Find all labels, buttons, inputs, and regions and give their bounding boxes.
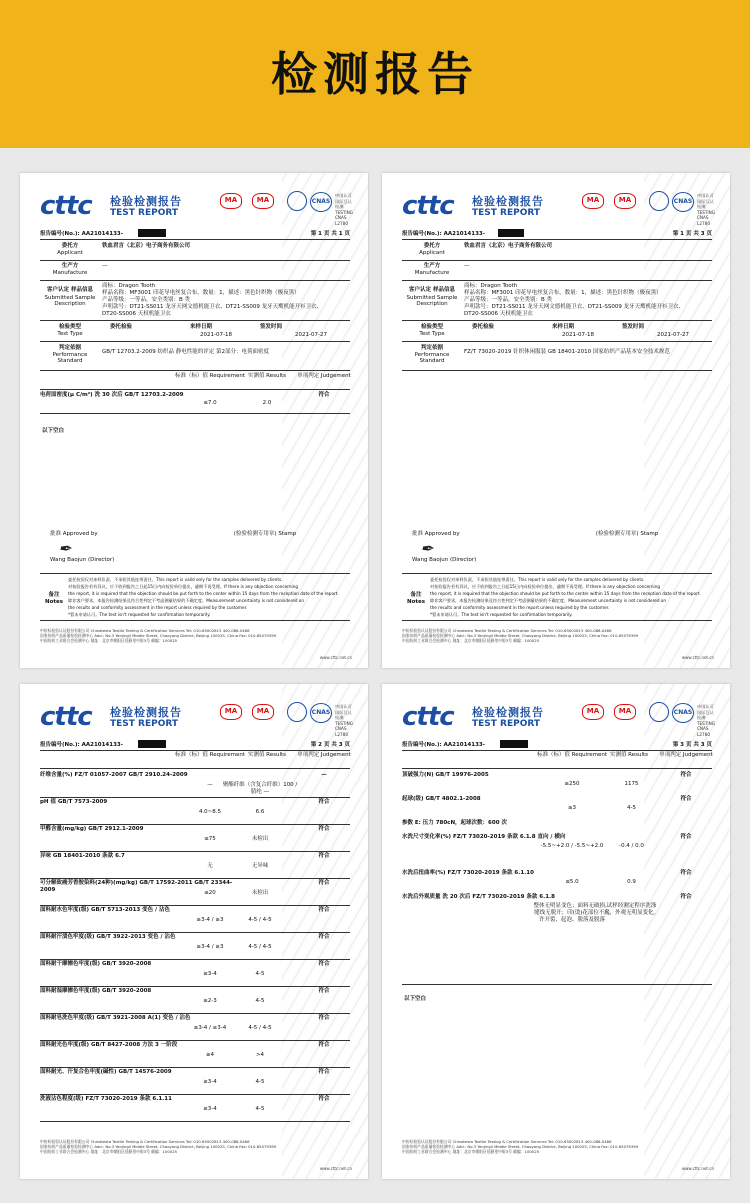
report-page-3	[20, 684, 368, 1179]
issued-value: 2021-07-27	[657, 332, 689, 338]
divider	[40, 797, 350, 798]
divider	[40, 1121, 350, 1122]
test-type-value: 委托检验	[110, 324, 133, 330]
standard-cn: 判定依据	[58, 345, 81, 351]
row-req: ≥3-4 / ≥3-4	[193, 1025, 227, 1031]
row-res: 6.6	[255, 809, 265, 815]
report-page-2	[382, 173, 730, 668]
manufacture-en: Manufacture	[52, 270, 88, 276]
row-judge: 符合	[318, 1042, 330, 1048]
divider	[40, 824, 350, 825]
footer-url: www.cttc.net.cn	[319, 655, 352, 660]
row-req: ≥250	[564, 781, 580, 787]
report-page-1	[20, 173, 368, 668]
footer-line: 中国纺织工业联合会检测中心 地址：北京市朝阳区延静里中街3号 邮编：100025	[402, 1149, 540, 1154]
ma-mark-2: MA	[252, 193, 274, 209]
divider	[40, 260, 350, 261]
cnas-icon: CNAS	[310, 703, 332, 723]
row-req: 无	[207, 863, 213, 869]
sample-line: 样品名称：MF3001 印花导电丝复合布，数量：1，描述：黑色针织物（极夜黑）	[102, 290, 300, 296]
row-item: 面料耐湿摩擦色牢度(级) GB/T 3920-2008	[40, 988, 152, 994]
row-item: 洗液沾色程度(级) FZ/T 73020-2019 条款 6.1.11	[40, 1096, 172, 1102]
applicant-value: 铁血君言（北京）电子商务有限公司	[464, 243, 553, 249]
row-item: 参数 E: 压力 780cN，起球次数：600 次	[402, 820, 507, 826]
issued-label: 签发时间	[260, 324, 283, 330]
footer	[402, 1139, 712, 1154]
report-header	[40, 191, 354, 226]
note-line: the report, it is required that the objection should be put forth to the center within 15 days from the reception date of the report.	[430, 591, 701, 596]
col-judgement: 单项判定 Judgement	[297, 373, 351, 379]
ma-mark-1: MA	[582, 193, 604, 209]
divider	[40, 389, 350, 390]
row-item: 水洗后扭曲率(%) FZ/T 73020-2019 条款 6.1.10	[402, 870, 534, 876]
sample-line: 商标：Dragon Tooth	[464, 283, 518, 289]
cnas-icon: CNAS	[672, 703, 694, 723]
report-number: 报告编号(No.): AA21014133-	[40, 742, 124, 748]
row-item: pH 值 GB/T 7573-2009	[40, 799, 108, 805]
report-number: 报告编号(No.): AA21014133-	[40, 231, 124, 237]
footer-line: 中国纺织工业联合会检测中心 地址：北京市朝阳区延静里中街3号 邮编：100025	[402, 638, 540, 643]
divider	[40, 1040, 350, 1041]
row-judge: 符合	[318, 1096, 330, 1102]
row-res: 4-5 / 4-5	[248, 917, 272, 923]
test-type-cn: 检验类型	[420, 324, 443, 330]
divider	[40, 851, 350, 852]
row-judge: 符合	[318, 988, 330, 994]
page-number: 第 2 页 共 3 页	[310, 742, 350, 748]
below-blank: 以下空白	[404, 996, 427, 1002]
report-header	[402, 191, 716, 226]
row-item: 甲醛含量(mg/kg) GB/T 2912.1-2009	[40, 826, 144, 832]
ma-mark-1: MA	[220, 704, 242, 720]
footer-line: 中国纺织工业联合会检测中心 地址：北京市朝阳区延静里中街3号 邮编：100025	[40, 638, 178, 643]
approver-name: Wang Baojun (Director)	[50, 557, 115, 563]
note-line: 除非客户要求，本报告检测结果及符合性判定不考虑测量结果的不确定度。Measurement uncertainty is not considered on	[68, 598, 305, 603]
cttc-logo: cttc	[40, 702, 92, 732]
divider	[40, 320, 350, 321]
sample-en: Submitted Sample Description	[406, 295, 458, 307]
note-line: the results and conformity assessment in the report unless required by the customer.	[68, 605, 248, 610]
notes-box	[402, 573, 712, 621]
manufacture-en: Manufacture	[414, 270, 450, 276]
col-judgement: 单项判定 Judgement	[659, 752, 713, 758]
row-judge: 符合	[680, 834, 692, 840]
divider	[40, 768, 350, 769]
banner-title: 检测报告	[271, 47, 479, 101]
report-header	[402, 702, 716, 737]
globe-icon	[287, 702, 307, 722]
logo-en-text: TEST REPORT	[472, 208, 541, 218]
standard-cn: 判定依据	[420, 345, 443, 351]
row-res: 4-5	[627, 805, 636, 811]
standard-value: FZ/T 73020-2019 针织休闲服装 GB 18401-2010 国家纺织产品基本安全技术规范	[464, 349, 670, 355]
divider	[402, 370, 712, 371]
col-judgement: 单项判定 Judgement	[297, 752, 351, 758]
row-item: 顶破强力(N) GB/T 19976-2005	[402, 772, 489, 778]
divider	[40, 370, 350, 371]
manufacture-value: —	[102, 263, 108, 269]
notes-box	[40, 573, 350, 621]
page-number: 第 1 页 共 1 页	[310, 231, 350, 237]
row-res: 4-5	[255, 971, 265, 977]
divider	[402, 984, 712, 985]
footer-line: 国家纺织产品质量检验检测中心 Add.: No.3 Yanjingli Middle Street, Chaoyang District, Beijing 100025, China Fax: 010-65079399	[40, 633, 277, 638]
row-judge: 符合	[318, 1069, 330, 1075]
row-req: ≤5.0	[565, 879, 579, 885]
row-judge: 符合	[318, 880, 330, 886]
applicant-cn: 委托方	[61, 243, 79, 249]
divider	[402, 750, 712, 751]
sample-line: 声明款号：DT21-SS011 龙牙天网文德机能卫衣、DT21-SS009 龙牙天鹰机能开衫卫衣、	[102, 304, 323, 310]
logo-cn-text: 检验检测报告	[110, 195, 182, 208]
row-item: 面料耐皂洗色牢度(级) GB/T 3921-2008 A(1) 变色 / 沾色	[40, 1015, 191, 1021]
divider	[402, 320, 712, 321]
sample-line: 产品等级：一等品，安全类别：B 类	[464, 297, 553, 303]
stamp-label: (检验检测专用章) Stamp	[595, 531, 659, 537]
divider	[40, 905, 350, 906]
issued-label: 签发时间	[622, 324, 645, 330]
row-judge: 符合	[318, 1015, 330, 1021]
row-item: 水洗后外观质量 洗 20 次后 FZ/T 73020-2019 条款 6.1.8	[402, 894, 555, 900]
col-results: 实测值 Results	[609, 752, 649, 758]
ilac-text: 中国认可国际互认检测 TESTING CNAS L2780	[697, 704, 716, 737]
report-number: 报告编号(No.): AA21014133-	[402, 742, 486, 748]
row-res: 聚酯纤维（含复合纤维）100 /腈纶 —	[222, 782, 298, 795]
row-res: 4-5	[255, 998, 265, 1004]
row-req: ≤7.0	[203, 400, 217, 406]
row-req: 4.0~8.5	[198, 809, 222, 815]
sample-line: 商标：Dragon Tooth	[102, 283, 156, 289]
row-res: 未检出	[251, 890, 269, 896]
divider	[402, 260, 712, 261]
notes-label: 备注 Notes	[44, 592, 63, 605]
logo-cn-text: 检验检测报告	[472, 706, 544, 719]
divider	[40, 280, 350, 281]
row-judge: 符合	[680, 772, 692, 778]
ilac-text: 中国认可国际互认检测 TESTING CNAS L2780	[335, 193, 354, 226]
globe-icon	[649, 191, 669, 211]
footer-url: www.cttc.net.cn	[681, 1166, 714, 1171]
logo-en-text: TEST REPORT	[110, 208, 179, 218]
approved-label: 批准 Approved by	[412, 531, 460, 537]
sample-cn: 客户认定 样品信息	[47, 287, 93, 293]
col-requirement: 标准（标）值 Requirement	[174, 373, 246, 379]
ilac-text: 中国认可国际互认检测 TESTING CNAS L2780	[697, 193, 716, 226]
row-res: 4-5	[255, 1079, 265, 1085]
manufacture-value: —	[464, 263, 470, 269]
row-req: ≥3-4	[203, 1079, 217, 1085]
standard-value: GB/T 12703.2-2009 纺织品 静电性能的评定 第2部分：电荷面密度	[102, 349, 269, 355]
row-judge: 符合	[318, 799, 330, 805]
note-line: 对检验报告若有异议，应于收到报告之日起15日内向检验单位提出，逾期不再受理。If there is any objection concerning	[430, 584, 661, 589]
banner	[0, 0, 750, 148]
footer-line: 中纺标检验认证股份有限公司 Chinatesta Textile Testing & Certification Services Tel: 010-65002813 400-086-0486	[40, 1139, 250, 1144]
row-item: 面料耐汗渍色牢度(级) GB/T 3922-2013 变色 / 沾色	[40, 934, 176, 940]
row-res: 4-5 / 4-5	[248, 944, 272, 950]
cttc-logo: cttc	[402, 702, 454, 732]
row-judge: 符合	[680, 796, 692, 802]
divider	[40, 341, 350, 342]
note-line: 对检验报告若有异议，应于收到报告之日起15日内向检验单位提出，逾期不再受理。If there is any objection concerning	[68, 584, 299, 589]
footer	[40, 628, 350, 643]
divider	[402, 768, 712, 769]
note-line: 委托检验仅对来样负责，不承担其他连带责任。This report is valid only for the samples delivered by clients.	[68, 577, 283, 582]
ma-mark-1: MA	[220, 193, 242, 209]
ilac-text: 中国认可国际互认检测 TESTING CNAS L2780	[335, 704, 354, 737]
redaction-bar	[498, 229, 524, 237]
sample-line: DT20-SS006 天权机能卫衣	[464, 311, 533, 317]
sample-line: 产品等级：一等品，安全类别：B 类	[102, 297, 191, 303]
applicant-en: Applicant	[419, 250, 445, 256]
manufacture-cn: 生产方	[61, 263, 79, 269]
row-item: 面料耐光色牢度(级) GB/T 8427-2008 方法 3 一阶段	[40, 1042, 178, 1048]
row-req: -5.5~+2.0 / -5.5~+2.0	[540, 843, 604, 849]
row-res: 0.9	[627, 879, 636, 885]
row-res: 无异味	[251, 863, 269, 869]
row-res: >4	[255, 1052, 265, 1058]
row-req: ≤20	[204, 890, 216, 896]
approved-label: 批准 Approved by	[50, 531, 98, 537]
test-type-value: 委托检验	[472, 324, 495, 330]
manufacture-cn: 生产方	[423, 263, 441, 269]
logo-cn-text: 检验检测报告	[110, 706, 182, 719]
divider	[40, 986, 350, 987]
page-number: 第 1 页 共 3 页	[672, 231, 712, 237]
globe-icon	[649, 702, 669, 722]
col-requirement: 标准（标）值 Requirement	[536, 752, 608, 758]
divider	[402, 239, 712, 240]
row-res: 4-5	[255, 1106, 265, 1112]
footer-line: 中纺标检验认证股份有限公司 Chinatesta Textile Testing & Certification Services Tel: 010-65002813 400-086-0486	[402, 1139, 612, 1144]
note-line: the results and conformity assessment in the report unless required by the customer.	[430, 605, 610, 610]
sample-line: 声明款号：DT21-SS011 龙牙天网文德机能卫衣、DT21-SS009 龙牙天鹰机能开衫卫衣、	[464, 304, 685, 310]
cttc-logo: cttc	[40, 191, 92, 221]
divider	[402, 280, 712, 281]
cttc-logo: cttc	[402, 191, 454, 221]
row-res: 试样经测定程序洗涤后，外观无明显变化。	[604, 903, 660, 916]
col-results: 实测值 Results	[247, 752, 287, 758]
row-res: -0.4 / 0.0	[619, 843, 644, 849]
row-req: ≥3-4	[203, 971, 217, 977]
ma-mark-2: MA	[614, 704, 636, 720]
row-req: ≥4	[205, 1052, 215, 1058]
redaction-bar	[500, 740, 528, 748]
footer-line: 中国纺织工业联合会检测中心 地址：北京市朝阳区延静里中街3号 邮编：100025	[40, 1149, 178, 1154]
divider	[40, 878, 350, 879]
row-judge: —	[321, 772, 327, 778]
row-res: 2.0	[262, 400, 272, 406]
row-req: ≥3-4 / ≥3	[196, 944, 224, 950]
applicant-value: 铁血君言（北京）电子商务有限公司	[102, 243, 191, 249]
row-item: 纤维含量(%) FZ/T 01057-2007 GB/T 2910.24-2009	[40, 772, 188, 778]
received-label: 来样日期	[552, 324, 575, 330]
signature: ✒	[420, 539, 434, 558]
footer	[402, 628, 712, 643]
col-requirement: 标准（标）值 Requirement	[174, 752, 246, 758]
divider	[402, 341, 712, 342]
row-judge: 符合	[318, 853, 330, 859]
standard-en: Performance Standard	[52, 352, 88, 364]
globe-icon	[287, 191, 307, 211]
test-type-en: Test Type	[419, 331, 445, 337]
divider	[40, 750, 350, 751]
row-res: 4-5 / 4-5	[248, 1025, 272, 1031]
received-label: 来样日期	[190, 324, 213, 330]
ma-mark-1: MA	[582, 704, 604, 720]
footer-url: www.cttc.net.cn	[681, 655, 714, 660]
footer-line: 国家纺织产品质量检验检测中心 Add.: No.3 Yanjingli Middle Street, Chaoyang District, Beijing 100025, China Fax: 010-65079399	[402, 1144, 639, 1149]
redaction-bar	[138, 740, 166, 748]
report-page-4	[382, 684, 730, 1179]
logo-en-text: TEST REPORT	[110, 719, 179, 729]
row-res: 未检出	[251, 836, 269, 842]
row-item: 面料耐干摩擦色牢度(级) GB/T 3920-2008	[40, 961, 152, 967]
row-item: 电荷面密度(μ C/m²) 洗 30 次后 GB/T 12703.2-2009	[40, 392, 184, 398]
footer	[40, 1139, 350, 1154]
divider	[40, 932, 350, 933]
footer-line: 国家纺织产品质量检验检测中心 Add.: No.3 Yanjingli Middle Street, Chaoyang District, Beijing 100025, China Fax: 010-65079399	[40, 1144, 277, 1149]
note-line: 委托检验仅对来样负责，不承担其他连带责任。This report is valid only for the samples delivered by clients.	[430, 577, 645, 582]
row-judge: 符合	[318, 392, 330, 398]
row-judge: 符合	[318, 934, 330, 940]
below-blank: 以下空白	[42, 428, 65, 434]
row-res: 1175	[624, 781, 639, 787]
note-line: *暂未申请认可。The test isn't requested for confirmation temporarily.	[430, 612, 573, 617]
applicant-en: Applicant	[57, 250, 83, 256]
logo-en-text: TEST REPORT	[472, 719, 541, 729]
row-item: 起球(级) GB/T 4802.1-2008	[402, 796, 481, 802]
note-line: *暂未申请认可。The test isn't requested for confirmation temporarily.	[68, 612, 211, 617]
row-req: ≥3-4	[203, 1106, 217, 1112]
footer-line: 中纺标检验认证股份有限公司 Chinatesta Textile Testing & Certification Services Tel: 010-65002813 400-086-0486	[40, 628, 250, 633]
col-results: 实测值 Results	[247, 373, 287, 379]
divider	[40, 959, 350, 960]
test-type-cn: 检验类型	[58, 324, 81, 330]
ma-mark-2: MA	[252, 704, 274, 720]
divider	[40, 1013, 350, 1014]
note-line: the report, it is required that the objection should be put forth to the center within 15 days from the reception date of the report.	[68, 591, 339, 596]
received-value: 2021-07-18	[200, 332, 232, 338]
row-req: ≥3	[567, 805, 577, 811]
row-req: —	[207, 782, 213, 788]
test-type-en: Test Type	[57, 331, 83, 337]
row-judge: 符合	[318, 907, 330, 913]
row-item: 水洗尺寸变化率(%) FZ/T 73020-2019 条款 6.1.8 直向 / 横向	[402, 834, 566, 840]
row-judge: 符合	[318, 826, 330, 832]
footer-line: 中纺标检验认证股份有限公司 Chinatesta Textile Testing & Certification Services Tel: 010-65002813 400-086-0486	[402, 628, 612, 633]
logo-cn-text: 检验检测报告	[472, 195, 544, 208]
applicant-cn: 委托方	[423, 243, 441, 249]
footer-url: www.cttc.net.cn	[319, 1166, 352, 1171]
signature: ✒	[58, 539, 72, 558]
footer-line: 国家纺织产品质量检验检测中心 Add.: No.3 Yanjingli Middle Street, Chaoyang District, Beijing 100025, China Fax: 010-65079399	[402, 633, 639, 638]
row-item: 可分解致癌芳香胺染料(24种)(mg/kg) GB/T 17592-2011 GB/T 23344-2009	[40, 880, 233, 893]
row-req: 整体无明显变色；面料无破损、缝线无脱开；印(烫)花部位不允许开裂、起泡、脱落及脱落	[533, 903, 611, 923]
cnas-icon: CNAS	[310, 192, 332, 212]
approver-name: Wang Baojun (Director)	[412, 557, 477, 563]
note-line: 除非客户要求，本报告检测结果及符合性判定不考虑测量结果的不确定度。Measurement uncertainty is not considered on	[430, 598, 667, 603]
report-header	[40, 702, 354, 737]
redaction-bar	[138, 229, 166, 237]
cnas-icon: CNAS	[672, 192, 694, 212]
page-number: 第 3 页 共 3 页	[672, 742, 712, 748]
sample-line: DT20-SS006 天权机能卫衣	[102, 311, 171, 317]
row-req: ≥3-4 / ≥3	[196, 917, 224, 923]
row-req: ≤75	[204, 836, 216, 842]
sample-line: 样品名称：MF3001 印花导电丝复合布，数量：1，描述：黑色针织物（极夜黑）	[464, 290, 662, 296]
row-item: 异味 GB 18401-2010 条款 6.7	[40, 853, 125, 859]
divider	[40, 413, 350, 414]
notes-label: 备注 Notes	[406, 592, 425, 605]
divider	[40, 1094, 350, 1095]
row-item: 面料耐水色牢度(级) GB/T 5713-2013 变色 / 沾色	[40, 907, 170, 913]
row-judge: 符合	[318, 961, 330, 967]
row-judge: 符合	[680, 870, 692, 876]
stamp-label: (检验检测专用章) Stamp	[233, 531, 297, 537]
issued-value: 2021-07-27	[295, 332, 327, 338]
report-number: 报告编号(No.): AA21014133-	[402, 231, 486, 237]
divider	[40, 239, 350, 240]
sample-cn: 客户认定 样品信息	[409, 287, 455, 293]
sample-en: Submitted Sample Description	[44, 295, 96, 307]
standard-en: Performance Standard	[414, 352, 450, 364]
received-value: 2021-07-18	[562, 332, 594, 338]
row-item: 面料耐光、汗复合色牢度(碱性) GB/T 14576-2009	[40, 1069, 172, 1075]
ma-mark-2: MA	[614, 193, 636, 209]
row-judge: 符合	[680, 894, 692, 900]
row-req: ≥2-3	[203, 998, 217, 1004]
divider	[40, 1067, 350, 1068]
